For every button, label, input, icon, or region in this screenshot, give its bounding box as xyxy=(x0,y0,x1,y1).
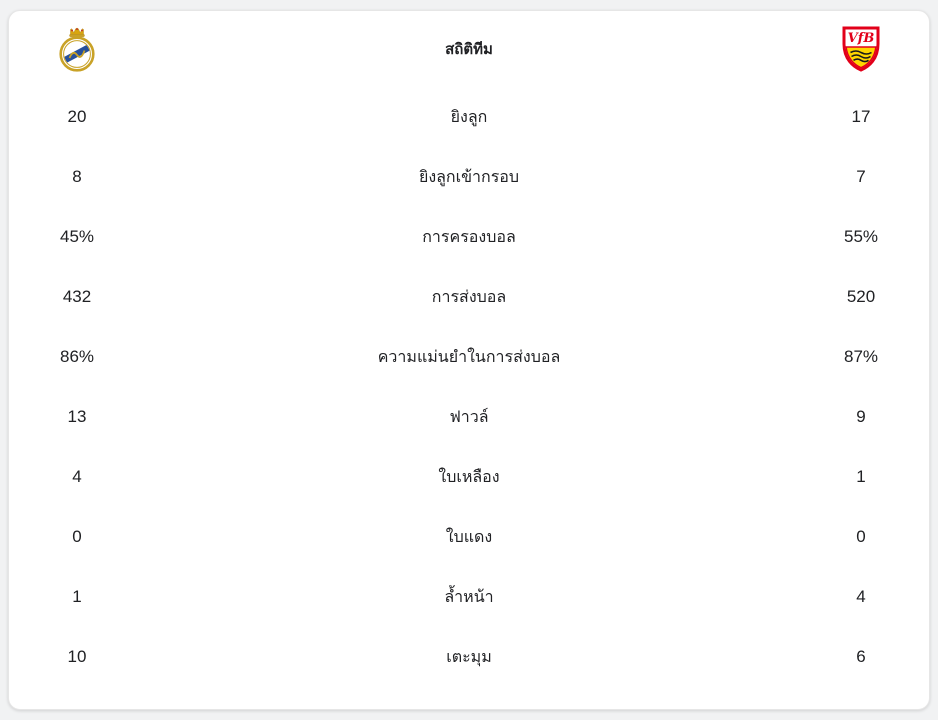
stat-row-red-cards xyxy=(9,507,929,567)
away-value: 7 xyxy=(856,167,866,186)
away-value: 4 xyxy=(856,587,866,606)
home-value: 8 xyxy=(72,167,82,186)
away-value: 55% xyxy=(843,227,879,246)
stat-label: ยิงลูกเข้ากรอบ xyxy=(418,168,520,186)
stat-row-possession xyxy=(9,207,929,267)
away-value: 9 xyxy=(856,407,866,426)
away-value: 0 xyxy=(856,527,866,546)
stat-row-corners xyxy=(9,627,929,687)
home-value: 432 xyxy=(62,287,92,306)
home-value: 4 xyxy=(72,467,82,486)
stat-label: ฟาวล์ xyxy=(449,408,489,426)
stat-row-shots xyxy=(9,87,929,147)
stats-header xyxy=(9,11,929,87)
stat-row-offsides xyxy=(9,567,929,627)
home-value: 10 xyxy=(67,647,87,666)
away-value: 1 xyxy=(856,467,866,486)
stat-label: ใบแดง xyxy=(445,528,493,546)
stats-title: สถิติทีม xyxy=(445,41,493,58)
home-value: 20 xyxy=(67,107,87,126)
away-value: 6 xyxy=(856,647,866,666)
home-value: 0 xyxy=(72,527,82,546)
away-value: 87% xyxy=(843,347,879,366)
stat-row-shots-on-target xyxy=(9,147,929,207)
stat-row-pass-accuracy xyxy=(9,327,929,387)
stuttgart-crest-icon xyxy=(841,24,881,74)
stats-rows xyxy=(9,87,929,687)
home-value: 13 xyxy=(67,407,87,426)
real-madrid-crest-icon xyxy=(57,24,97,74)
away-value: 17 xyxy=(851,107,871,126)
stat-row-fouls xyxy=(9,387,929,447)
stat-row-passes xyxy=(9,267,929,327)
stat-label: ความแม่นยำในการส่งบอล xyxy=(377,348,561,366)
stat-label: การส่งบอล xyxy=(431,288,507,306)
stat-label: ล้ำหน้า xyxy=(444,588,494,606)
stat-label: การครองบอล xyxy=(422,228,516,246)
stat-row-yellow-cards xyxy=(9,447,929,507)
home-value: 86% xyxy=(59,347,95,366)
stat-label: ยิงลูก xyxy=(450,108,488,126)
away-value: 520 xyxy=(846,287,876,306)
home-value: 45% xyxy=(59,227,95,246)
home-value: 1 xyxy=(72,587,82,606)
stat-label: ใบเหลือง xyxy=(438,468,500,486)
stat-label: เตะมุม xyxy=(446,648,492,666)
svg-text:VfB: VfB xyxy=(847,31,875,46)
team-stats-card xyxy=(8,10,930,710)
